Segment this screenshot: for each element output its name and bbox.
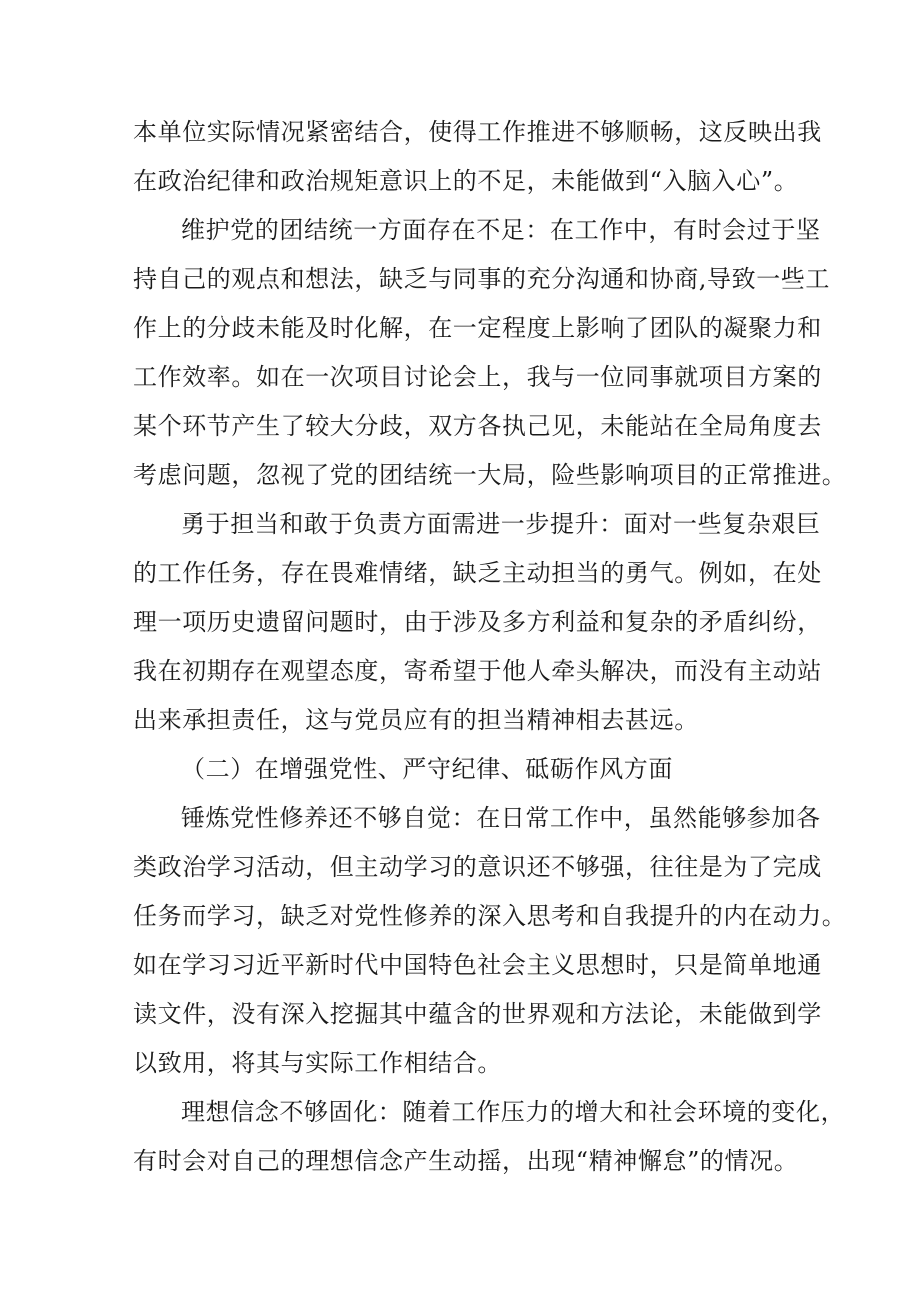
text-line: 在政治纪律和政治规矩意识上的不足，未能做到“入脑入心”。 (133, 167, 799, 195)
section-heading-text: （二）在增强党性、严守纪律、砥砺作风方面 (181, 755, 673, 783)
text-line: 考虑问题，忽视了党的团结统一大局，险些影响项目的正常推进。 (133, 461, 847, 489)
text-line: 锤炼党性修养还不够自觉：在日常工作中，虽然能够参加各 (181, 804, 821, 832)
text-line: 本单位实际情况紧密结合，使得工作推进不够顺畅，这反映出我 (133, 118, 822, 146)
text-line: 我在初期存在观望态度，寄希望于他人牵头解决，而没有主动站 (133, 657, 822, 685)
text-line: 某个环节产生了较大分歧，双方各执己见，未能站在全局角度去 (133, 412, 822, 440)
text-line: 理想信念不够固化：随着工作压力的增大和社会环境的变化， (181, 1098, 846, 1126)
text-line: 勇于担当和敢于负责方面需进一步提升：面对一些复杂艰巨 (181, 510, 821, 538)
document-body (133, 108, 847, 1186)
text-line: 出来承担责任，这与党员应有的担当精神相去甚远。 (133, 706, 699, 734)
text-line: 以致用，将其与实际工作相结合。 (133, 1049, 502, 1077)
text-line: 有时会对自己的理想信念产生动摇，出现“精神懈怠”的情况。 (133, 1147, 799, 1175)
paragraph-responsibility (133, 500, 822, 745)
text-line: 作上的分歧未能及时化解，在一定程度上影响了团队的凝聚力和 (133, 314, 822, 342)
paragraph-party-unity (133, 206, 847, 500)
text-line: 持自己的观点和想法，缺乏与同事的充分沟通和协商,导致一些工 (133, 265, 831, 293)
text-line: 任务而学习，缺乏对党性修养的深入思考和自我提升的内在动力。 (133, 902, 847, 930)
paragraph-ideals (133, 1088, 846, 1186)
text-line: 工作效率。如在一次项目讨论会上，我与一位同事就项目方案的 (133, 363, 822, 391)
section-heading (133, 745, 797, 794)
paragraph-party-spirit (133, 794, 847, 1088)
text-line: 如在学习习近平新时代中国特色社会主义思想时，只是简单地通 (133, 951, 822, 979)
text-line: 类政治学习活动，但主动学习的意识还不够强，往往是为了完成 (133, 853, 822, 881)
paragraph-continuation (133, 108, 822, 206)
text-line: 维护党的团结统一方面存在不足：在工作中，有时会过于坚 (181, 216, 821, 244)
text-line: 的工作任务，存在畏难情绪，缺乏主动担当的勇气。例如，在处 (133, 559, 822, 587)
text-line: 理一项历史遗留问题时，由于涉及多方利益和复杂的矛盾纠纷， (133, 608, 822, 636)
text-line: 读文件，没有深入挖掘其中蕴含的世界观和方法论，未能做到学 (133, 1000, 822, 1028)
